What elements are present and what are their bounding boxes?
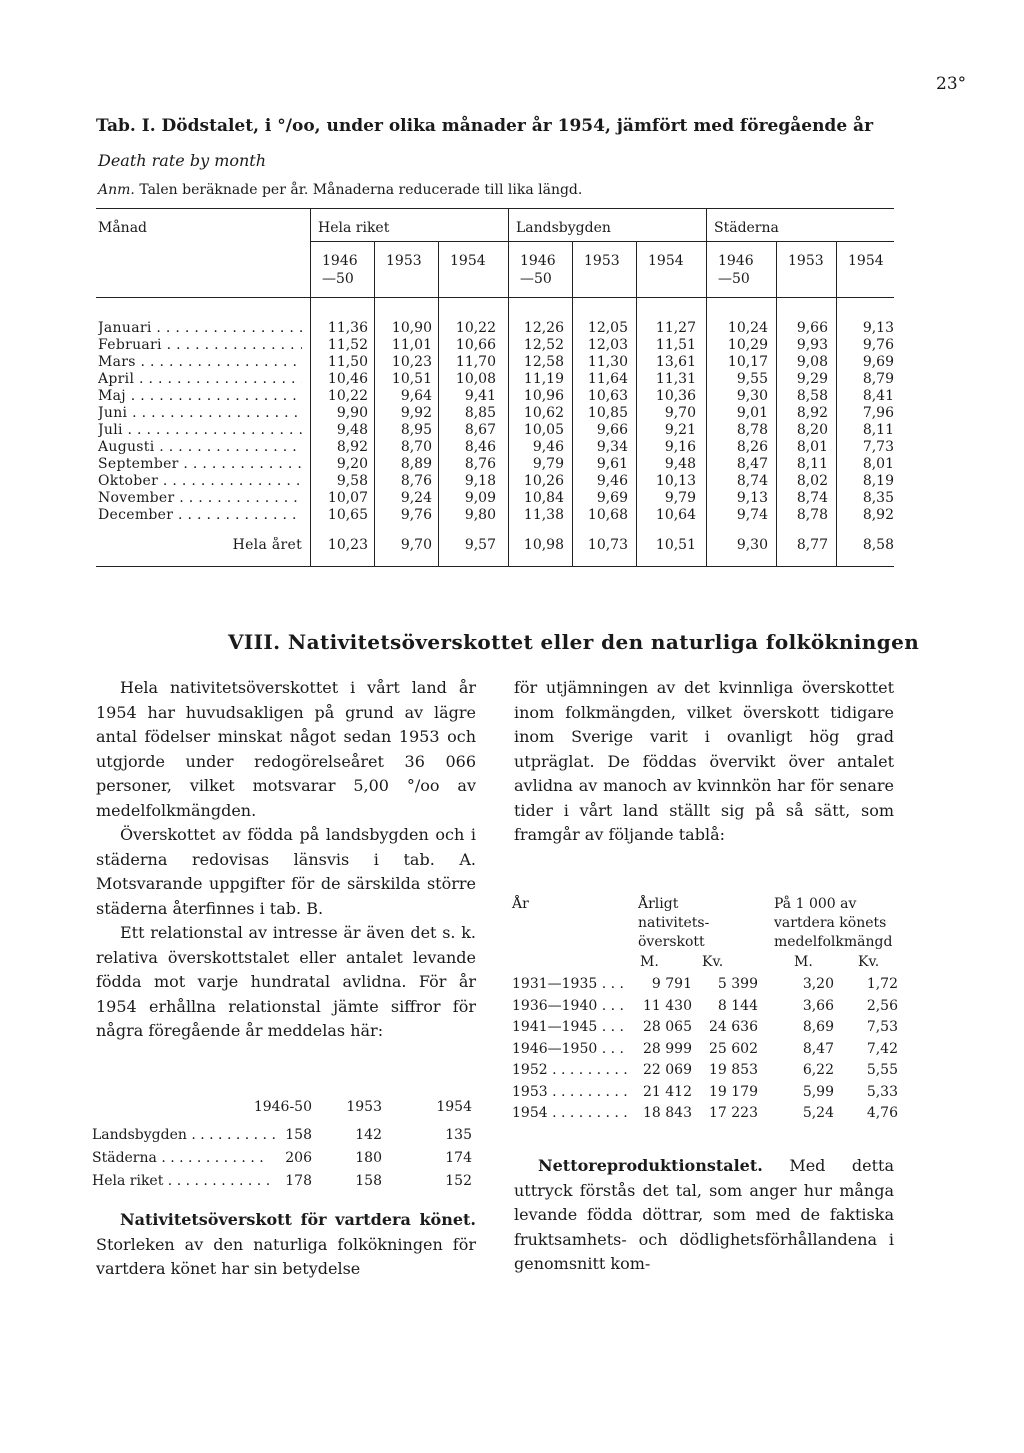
- month-header: Månad: [98, 220, 148, 236]
- table-cell: 10,22: [327, 388, 368, 404]
- table-cell: 11,51: [655, 337, 696, 353]
- note-text: Talen beräknade per år. Månaderna reducerade till lika längd.: [139, 182, 583, 198]
- period-cell: 3,20: [802, 976, 834, 992]
- period-cell: 9 791: [651, 976, 692, 992]
- col-surplus-header: överskott: [638, 934, 705, 950]
- year-header: 1953: [788, 253, 824, 269]
- col-rate-header: vartdera könets: [774, 915, 887, 931]
- col-kv2-header: Kv.: [858, 954, 880, 970]
- col-year-header: År: [512, 896, 529, 912]
- small-table-label: Städerna . . .: [92, 1147, 278, 1170]
- right-column-top: [514, 676, 894, 848]
- period-label: 1941—1945 . . .: [512, 1017, 628, 1039]
- table-cell: 11,27: [655, 320, 696, 336]
- table-cell: 11,01: [391, 337, 432, 353]
- table-cell: 10,29: [727, 337, 768, 353]
- table-cell: 8,47: [736, 456, 768, 472]
- period-cell: 7,53: [866, 1019, 898, 1035]
- left-column-bottom: [96, 1208, 476, 1282]
- period-label: 1952 . . .: [512, 1060, 628, 1082]
- total-cell: 10,73: [587, 537, 628, 553]
- month-label: Juni . . .: [98, 405, 302, 422]
- table-cell: 8,76: [400, 473, 432, 489]
- table-cell: 8,46: [464, 439, 496, 455]
- table-cell: 11,30: [587, 354, 628, 370]
- table-cell: 8,92: [336, 439, 368, 455]
- period-cell: 5,33: [866, 1083, 898, 1100]
- small-table-label: Landsbygden . . .: [92, 1124, 278, 1147]
- period-cell: 2,56: [866, 997, 898, 1014]
- table-cell: 11,19: [523, 371, 564, 387]
- small-table-header: 1946-50: [253, 1099, 312, 1115]
- table-cell: 8,92: [796, 405, 828, 421]
- table-cell: 10,90: [391, 320, 432, 336]
- table-cell: 9,80: [464, 507, 496, 523]
- total-cell: 8,77: [796, 537, 828, 553]
- paragraph-6-heading: Nettoreproduktionstalet.: [538, 1156, 763, 1175]
- table-cell: 10,84: [523, 490, 564, 506]
- table-cell: 10,13: [655, 473, 696, 489]
- period-label: 1946—1950 . . .: [512, 1039, 628, 1061]
- year-header: 1954: [648, 253, 684, 269]
- table-cell: 10,07: [327, 490, 368, 506]
- table-cell: 11,52: [327, 337, 368, 353]
- table-cell: 10,24: [727, 320, 768, 336]
- table-cell: 8,01: [862, 456, 894, 472]
- month-label: November . . .: [98, 490, 302, 507]
- table-cell: 8,58: [796, 388, 828, 404]
- header-bottom-rule: [96, 297, 894, 298]
- table-cell: 9,48: [336, 422, 368, 438]
- table-cell: 10,26: [523, 473, 564, 489]
- period-cell: 8,47: [802, 1040, 834, 1057]
- table-cell: 11,36: [327, 320, 368, 336]
- month-label: September . . .: [98, 456, 302, 473]
- period-cell: 8,69: [802, 1019, 834, 1035]
- small-table-cell: 174: [445, 1150, 472, 1166]
- small-table-cell: 180: [355, 1150, 382, 1166]
- table-cell: 11,70: [455, 354, 496, 370]
- paragraph-5: för utjämningen av det kvinnliga överskottet inom folkmängden, vilket överskott tidigare inom Sverige varit i ovanligt hög grad utpräglat. De föddas övervikt över antalet avlidna av manoch av kvinnkön har för senare tider i vårt land ställt sig på så sätt, som framgår av följande tablå:: [514, 678, 894, 844]
- table-cell: 10,36: [655, 388, 696, 404]
- table-cell: 9,93: [796, 337, 828, 353]
- period-cell: 19 853: [709, 1062, 758, 1078]
- small-table-cell: 158: [285, 1127, 312, 1143]
- total-cell: 9,70: [400, 537, 432, 553]
- table-cell: 8,11: [862, 422, 894, 438]
- table-cell: 8,67: [464, 422, 496, 438]
- table-cell: 8,74: [736, 473, 768, 489]
- month-label: Juli . . .: [98, 422, 302, 439]
- relative-surplus-table: [92, 1096, 482, 1196]
- period-cell: 6,22: [802, 1062, 834, 1078]
- year-header: 1953: [584, 253, 620, 269]
- period-cell: 5,55: [866, 1062, 898, 1078]
- table-cell: 11,50: [327, 354, 368, 370]
- year-header-cont: —50: [520, 271, 552, 287]
- period-cell: 4,76: [866, 1105, 898, 1121]
- total-cell: 10,23: [327, 537, 368, 553]
- month-label: Augusti . . .: [98, 439, 302, 456]
- total-cell: 10,51: [655, 537, 696, 553]
- table-cell: 8,35: [862, 490, 894, 506]
- table-cell: 9,34: [596, 439, 628, 455]
- table-cell: 13,61: [655, 354, 696, 370]
- period-cell: 5 399: [717, 976, 758, 992]
- group-rule: [310, 241, 894, 242]
- table-cell: 10,22: [455, 320, 496, 336]
- table-cell: 9,69: [596, 490, 628, 506]
- total-label: Hela året: [232, 537, 302, 553]
- table-cell: 9,64: [400, 388, 432, 404]
- table-cell: 10,63: [587, 388, 628, 404]
- table-cell: 8,85: [464, 405, 496, 421]
- table-top-rule: [96, 208, 894, 209]
- table-cell: 9,21: [664, 422, 696, 438]
- small-table-cell: 158: [355, 1173, 382, 1189]
- period-cell: 24 636: [709, 1019, 758, 1035]
- small-table-cell: 178: [285, 1173, 312, 1189]
- table-cell: 9,66: [796, 320, 828, 336]
- table-cell: 10,08: [455, 371, 496, 387]
- table-cell: 8,41: [862, 388, 894, 404]
- col-surplus-header: nativitets-: [638, 915, 710, 931]
- page-number: 23°: [936, 74, 967, 94]
- table-cell: 9,79: [664, 490, 696, 506]
- table-cell: 9,46: [532, 439, 564, 455]
- table-cell: 10,62: [523, 405, 564, 421]
- table-cell: 10,23: [391, 354, 432, 370]
- total-cell: 9,57: [464, 537, 496, 553]
- table-subtitle: Death rate by month: [98, 151, 267, 170]
- table-cell: 9,30: [736, 388, 768, 404]
- table-cell: 8,78: [796, 507, 828, 523]
- table-cell: 8,76: [464, 456, 496, 472]
- period-cell: 19 179: [709, 1083, 758, 1100]
- paragraph-3: Ett relationstal av intresse är även det s. k. relativa överskottstalet eller antalet levande födda mot varje hundratal avlidna. För år 1954 erhållna relationstal jämte siffror för några föregående år meddelas här:: [96, 923, 476, 1040]
- right-column-bottom: [514, 1154, 894, 1277]
- table-cell: 9,76: [862, 337, 894, 353]
- table-cell: 8,92: [862, 507, 894, 523]
- table-cell: 9,01: [736, 405, 768, 421]
- table-cell: 7,96: [862, 405, 894, 421]
- table-cell: 9,90: [336, 405, 368, 421]
- table-title: Tab. I. Dödstalet, i °/oo, under olika månader år 1954, jämfört med föregående år: [96, 116, 874, 136]
- month-label: Mars . . .: [98, 354, 302, 371]
- table-cell: 8,11: [796, 456, 828, 472]
- year-header: 1946: [520, 253, 556, 269]
- table-cell: 9,16: [664, 439, 696, 455]
- period-cell: 11 430: [643, 997, 692, 1014]
- small-table-cell: 152: [445, 1173, 472, 1189]
- paragraph-1: Hela nativitetsöverskottet i vårt land år 1954 har huvudsakligen på grund av lägre antal födelser minskat något sedan 1953 och utgjorde under redogörelseåret 36 066 personer, vilket motsvarar 5,00 °/oo av medelfolkmängden.: [96, 678, 476, 820]
- year-header-cont: —50: [322, 271, 354, 287]
- period-cell: 1,72: [866, 976, 898, 992]
- year-header: 1954: [450, 253, 486, 269]
- table-cell: 8,78: [736, 422, 768, 438]
- table-cell: 9,92: [400, 405, 432, 421]
- table-bottom-rule: [96, 566, 894, 567]
- year-header: 1946: [322, 253, 358, 269]
- period-cell: 18 843: [643, 1105, 692, 1121]
- table-cell: 9,29: [796, 371, 828, 387]
- table-cell: 9,09: [464, 490, 496, 506]
- group-header: Landsbygden: [516, 220, 611, 236]
- table-cell: 9,66: [596, 422, 628, 438]
- period-cell: 3,66: [802, 997, 834, 1014]
- table-cell: 9,46: [596, 473, 628, 489]
- period-cell: 25 602: [709, 1040, 758, 1057]
- table-cell: 11,64: [587, 371, 628, 387]
- table-cell: 9,74: [736, 507, 768, 523]
- small-table-header: 1953: [346, 1099, 382, 1115]
- table-cell: 11,31: [655, 371, 696, 387]
- table-cell: 7,73: [862, 439, 894, 455]
- small-table-cell: 206: [285, 1150, 312, 1166]
- table-cell: 12,58: [523, 354, 564, 370]
- small-table-cell: 142: [355, 1127, 382, 1143]
- section-title: VIII. Nativitetsöverskottet eller den naturliga folkökningen: [228, 630, 920, 654]
- table-cell: 10,66: [455, 337, 496, 353]
- table-cell: 8,95: [400, 422, 432, 438]
- table-note: [98, 182, 582, 198]
- table-cell: 10,64: [655, 507, 696, 523]
- period-cell: 22 069: [643, 1062, 692, 1078]
- col-rate-header: medelfolkmängd: [774, 934, 893, 950]
- period-cell: 17 223: [709, 1105, 758, 1121]
- total-cell: 10,98: [523, 537, 564, 553]
- table-cell: 9,61: [596, 456, 628, 472]
- table-cell: 9,24: [400, 490, 432, 506]
- small-table-label: Hela riket . . .: [92, 1170, 278, 1193]
- left-column-top: [96, 676, 476, 1044]
- table-cell: 9,08: [796, 354, 828, 370]
- group-header: Hela riket: [318, 220, 390, 236]
- table-cell: 9,70: [664, 405, 696, 421]
- month-label: Februari . . .: [98, 337, 302, 354]
- table-cell: 10,46: [327, 371, 368, 387]
- table-cell: 9,13: [862, 320, 894, 336]
- month-label: Oktober . . .: [98, 473, 302, 490]
- period-label: 1936—1940 . . .: [512, 996, 628, 1018]
- col-m-header: M.: [640, 954, 659, 970]
- table-cell: 8,74: [796, 490, 828, 506]
- col-m2-header: M.: [794, 954, 813, 970]
- table-cell: 8,79: [862, 371, 894, 387]
- period-label: 1931—1935 . . .: [512, 974, 628, 996]
- period-label: 1954 . . .: [512, 1103, 628, 1125]
- group-header: Städerna: [714, 220, 779, 236]
- period-cell: 21 412: [643, 1083, 692, 1100]
- table-cell: 9,69: [862, 354, 894, 370]
- table-cell: 9,41: [464, 388, 496, 404]
- table-cell: 8,70: [400, 439, 432, 455]
- table-cell: 9,18: [464, 473, 496, 489]
- col-rate-header: På 1 000 av: [774, 896, 857, 912]
- table-cell: 12,26: [523, 320, 564, 336]
- table-cell: 11,38: [523, 507, 564, 523]
- period-cell: 5,24: [802, 1105, 834, 1121]
- sex-surplus-table: [512, 892, 898, 1132]
- year-header: 1946: [718, 253, 754, 269]
- table-cell: 10,05: [523, 422, 564, 438]
- table-cell: 10,96: [523, 388, 564, 404]
- small-table-cell: 135: [445, 1127, 472, 1143]
- month-label: Maj . . .: [98, 388, 302, 405]
- col-kv-header: Kv.: [702, 954, 724, 970]
- paragraph-4-heading: Nativitetsöverskott för vartdera könet.: [120, 1210, 476, 1229]
- table-cell: 9,55: [736, 371, 768, 387]
- note-label: Anm.: [98, 182, 135, 198]
- table-cell: 8,20: [796, 422, 828, 438]
- year-header: 1953: [386, 253, 422, 269]
- table-cell: 9,79: [532, 456, 564, 472]
- table-cell: 12,03: [587, 337, 628, 353]
- col-surplus-header: Årligt: [638, 896, 679, 912]
- period-cell: 5,99: [802, 1083, 834, 1100]
- total-cell: 9,30: [736, 537, 768, 553]
- period-cell: 28 065: [643, 1019, 692, 1035]
- table-cell: 9,20: [336, 456, 368, 472]
- paragraph-2: Överskottet av födda på landsbygden och i städerna redovisas länsvis i tab. A. Motsvarande uppgifter för de särskilda större städerna återfinnes i tab. B.: [96, 825, 476, 918]
- paragraph-4: Storleken av den naturliga folkökningen för vartdera könet har sin betydelse: [96, 1234, 476, 1278]
- table-cell: 9,76: [400, 507, 432, 523]
- month-label: Januari . . .: [98, 320, 302, 337]
- table-cell: 10,51: [391, 371, 432, 387]
- table-cell: 9,48: [664, 456, 696, 472]
- table-cell: 9,58: [336, 473, 368, 489]
- table-cell: 12,52: [523, 337, 564, 353]
- table-cell: 10,17: [727, 354, 768, 370]
- table-cell: 8,01: [796, 439, 828, 455]
- period-label: 1953 . . .: [512, 1082, 628, 1104]
- month-label: April . . .: [98, 371, 302, 388]
- table-cell: 12,05: [587, 320, 628, 336]
- table-cell: 8,26: [736, 439, 768, 455]
- table-cell: 9,13: [736, 490, 768, 506]
- table-cell: 10,65: [327, 507, 368, 523]
- table-cell: 10,85: [587, 405, 628, 421]
- table-cell: 10,68: [587, 507, 628, 523]
- period-cell: 28 999: [643, 1040, 692, 1057]
- year-header-cont: —50: [718, 271, 750, 287]
- small-table-header: 1954: [436, 1099, 472, 1115]
- paragraph-6: Med detta uttryck förstås det tal, som anger hur många levande födda döttrar, som med de faktiska fruktsamhets- och dödlighetsförhållandena i genomsnitt kom-: [514, 1156, 894, 1273]
- table-cell: 8,19: [862, 473, 894, 489]
- table-cell: 8,02: [796, 473, 828, 489]
- year-header: 1954: [848, 253, 884, 269]
- period-cell: 7,42: [866, 1040, 898, 1057]
- total-cell: 8,58: [862, 537, 894, 553]
- table-cell: 8,89: [400, 456, 432, 472]
- period-cell: 8 144: [717, 997, 758, 1014]
- month-label: December . . .: [98, 507, 302, 524]
